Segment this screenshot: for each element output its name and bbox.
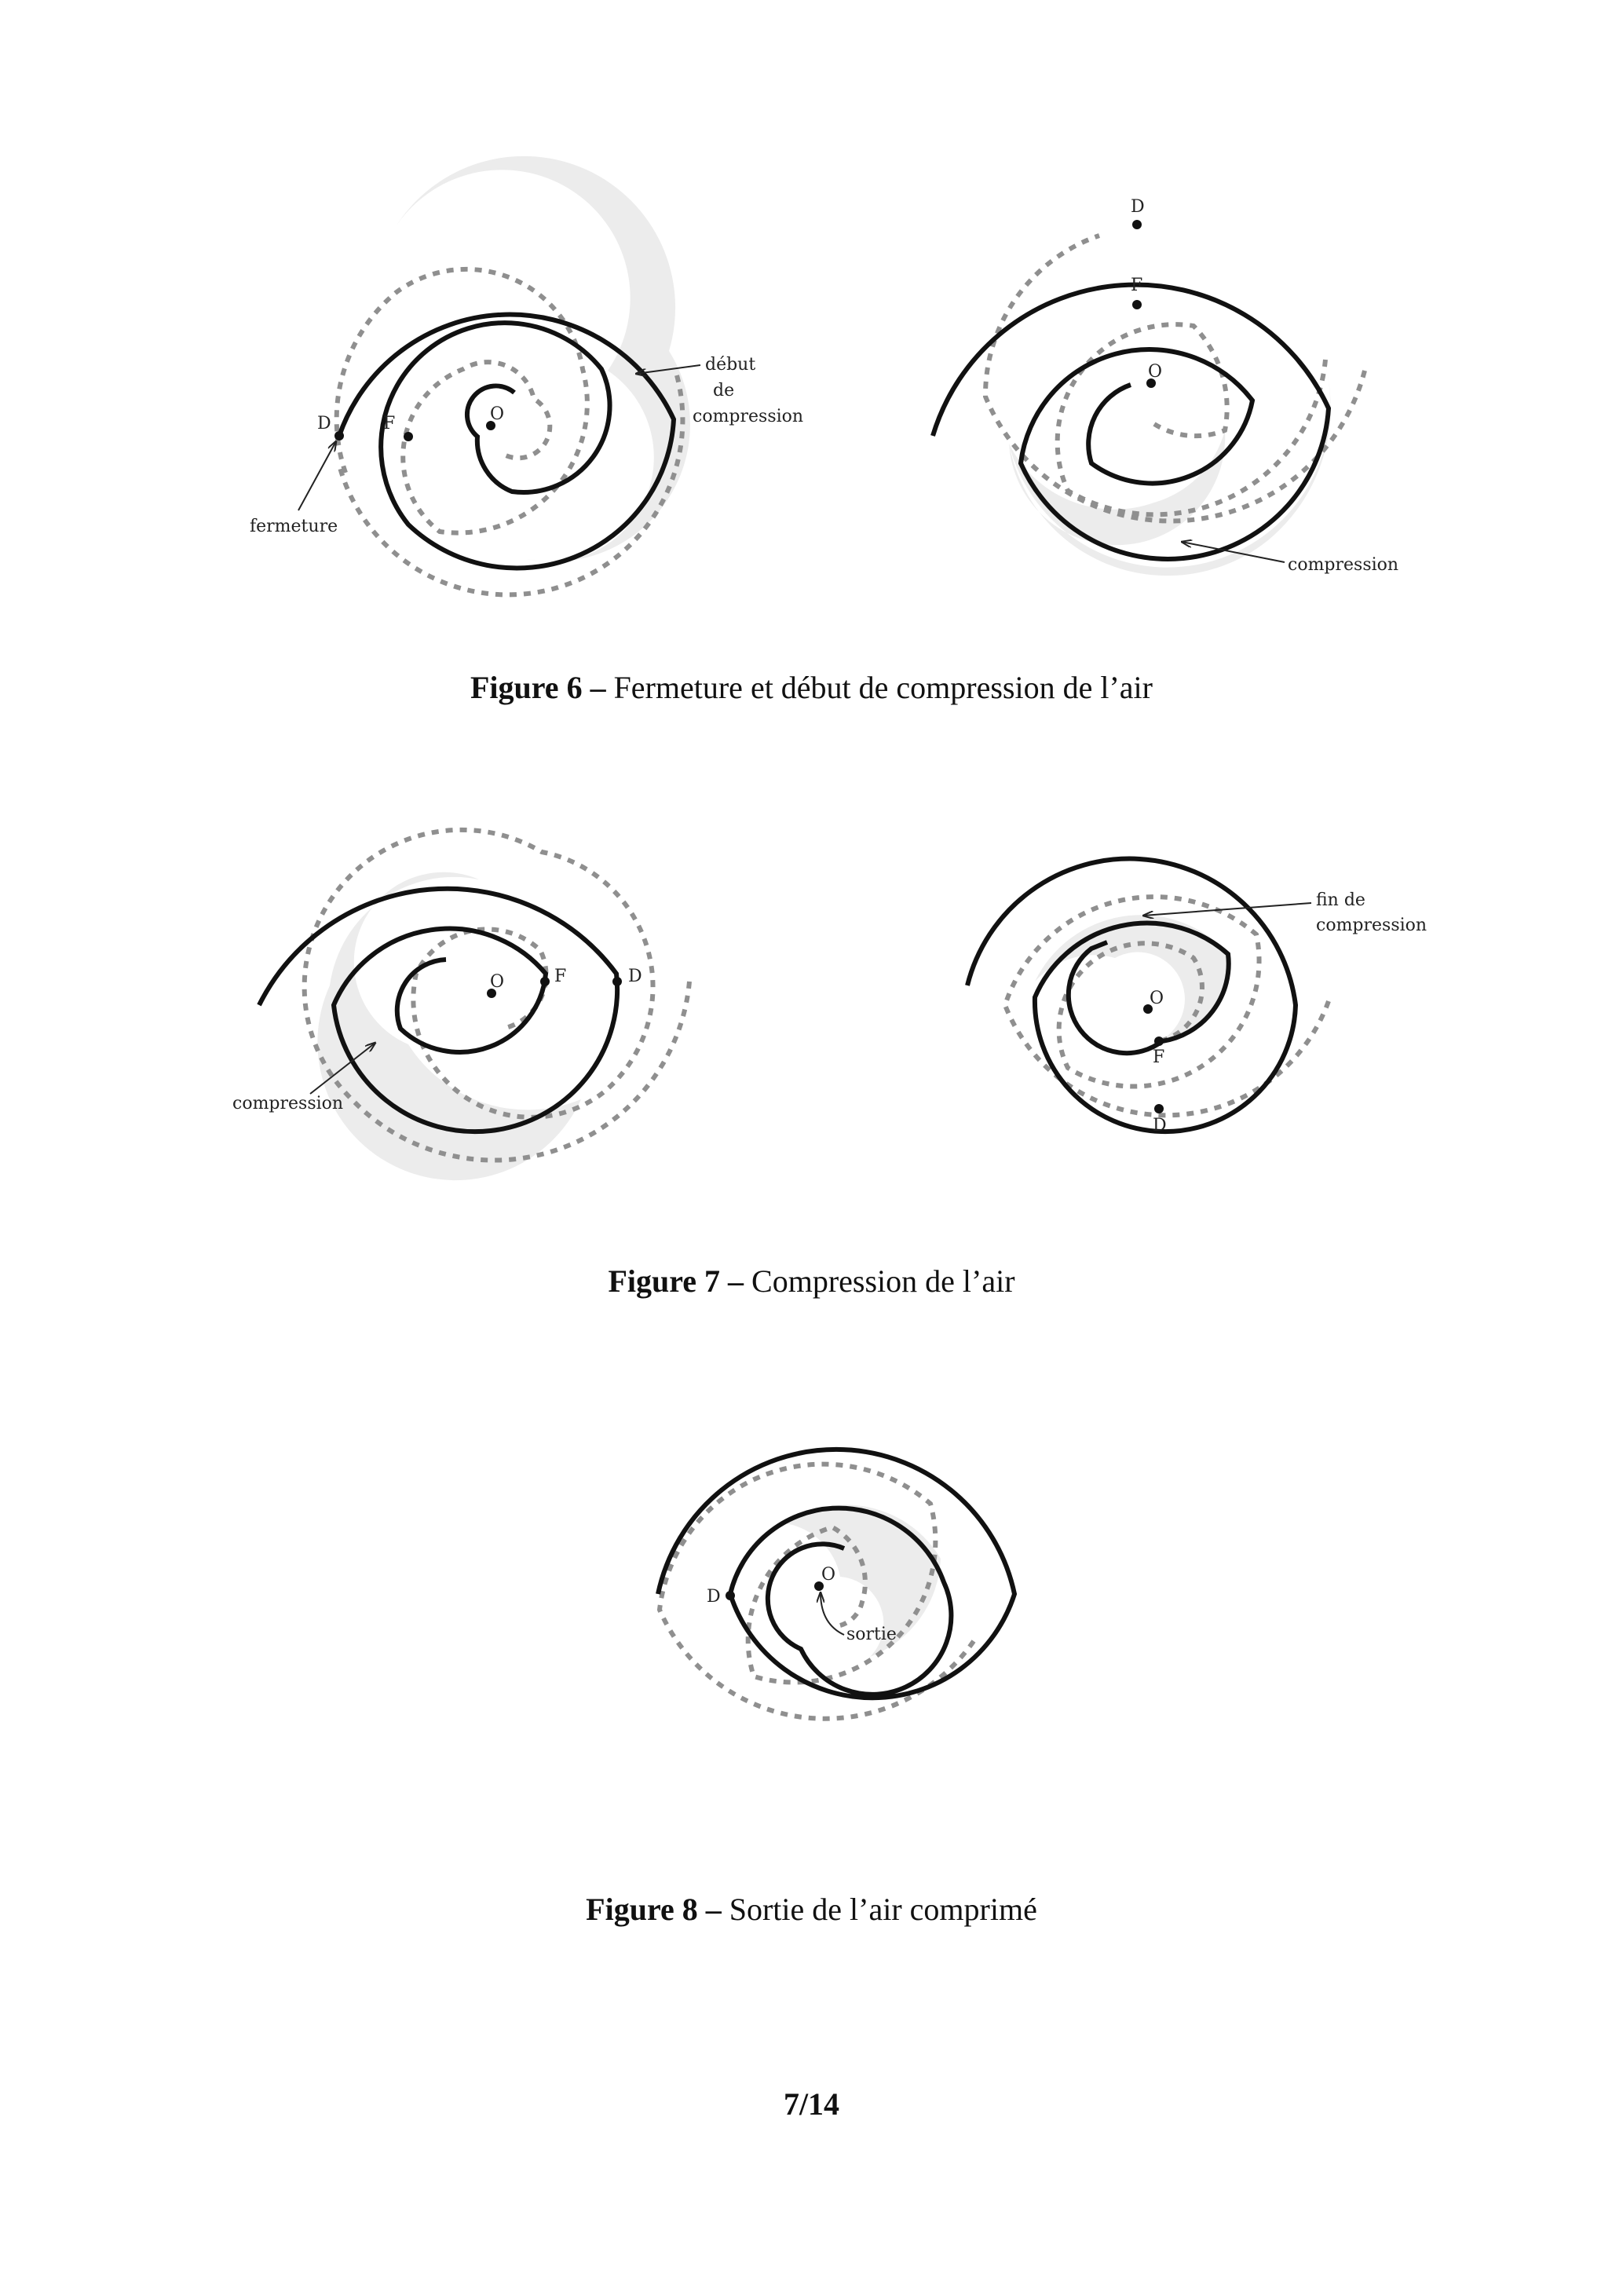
arrow-sortie — [821, 1592, 844, 1635]
fig6-left-diagram — [250, 156, 803, 595]
figure8-caption — [0, 1891, 1623, 1928]
arrow-fermeture — [298, 441, 336, 510]
label-o: O — [490, 972, 505, 992]
solid-spiral-moving — [339, 315, 674, 569]
fig6-right-diagram — [933, 197, 1398, 576]
label-o: O — [1148, 362, 1163, 382]
label-f: F — [1131, 276, 1143, 295]
point-d-dot — [1154, 1104, 1164, 1113]
label-debut-2: de — [713, 381, 735, 400]
point-d-dot — [726, 1591, 735, 1600]
figure8-caption-text: Sortie de l’air comprimé — [729, 1892, 1037, 1927]
point-f-dot — [540, 977, 550, 986]
point-f-dot — [1132, 300, 1142, 309]
label-sortie: sortie — [846, 1625, 897, 1644]
figure7-caption-number: Figure 7 – — [608, 1263, 744, 1299]
fig7-right-diagram — [967, 859, 1427, 1135]
label-compression: compression — [1288, 555, 1399, 575]
figure6-caption-number: Figure 6 – — [470, 670, 606, 705]
label-f: F — [1153, 1047, 1165, 1067]
label-fin-2: compression — [1316, 916, 1427, 935]
label-o: O — [1150, 989, 1164, 1008]
label-fin-1: fin de — [1316, 890, 1365, 910]
point-f-dot — [1154, 1036, 1164, 1046]
label-o: O — [490, 404, 505, 424]
label-o: O — [821, 1565, 836, 1585]
label-d: D — [1153, 1116, 1167, 1135]
label-f: F — [383, 414, 396, 433]
figure8-caption-number: Figure 8 – — [586, 1892, 722, 1927]
compression-zone — [1009, 365, 1331, 576]
label-debut-3: compression — [693, 407, 804, 426]
point-d-dot — [1132, 220, 1142, 229]
arrow-fin-compression — [1143, 903, 1311, 916]
label-d: D — [707, 1587, 721, 1607]
label-compression: compression — [232, 1094, 344, 1113]
point-d-dot — [334, 431, 344, 441]
fig7-left-diagram — [232, 830, 689, 1180]
label-d: D — [317, 414, 331, 433]
page-number: 7/14 — [783, 2086, 840, 2122]
fig8-diagram — [658, 1450, 1014, 1719]
label-debut-1: début — [705, 355, 756, 375]
label-f: F — [554, 967, 567, 986]
figure6-caption — [0, 669, 1623, 706]
point-f-dot — [404, 432, 413, 441]
solid-spiral-moving — [967, 859, 1296, 1132]
compression-zone — [317, 872, 581, 1180]
figure6-caption-text: Fermeture et début de compression de l’air — [613, 670, 1153, 705]
label-fermeture: fermeture — [250, 517, 338, 536]
label-d: D — [1131, 197, 1145, 217]
figure7-caption-text: Compression de l’air — [751, 1263, 1015, 1299]
point-d-dot — [612, 977, 622, 986]
solid-spiral-moving — [658, 1450, 1014, 1698]
label-d: D — [628, 967, 642, 986]
figure7-caption — [0, 1263, 1623, 1300]
